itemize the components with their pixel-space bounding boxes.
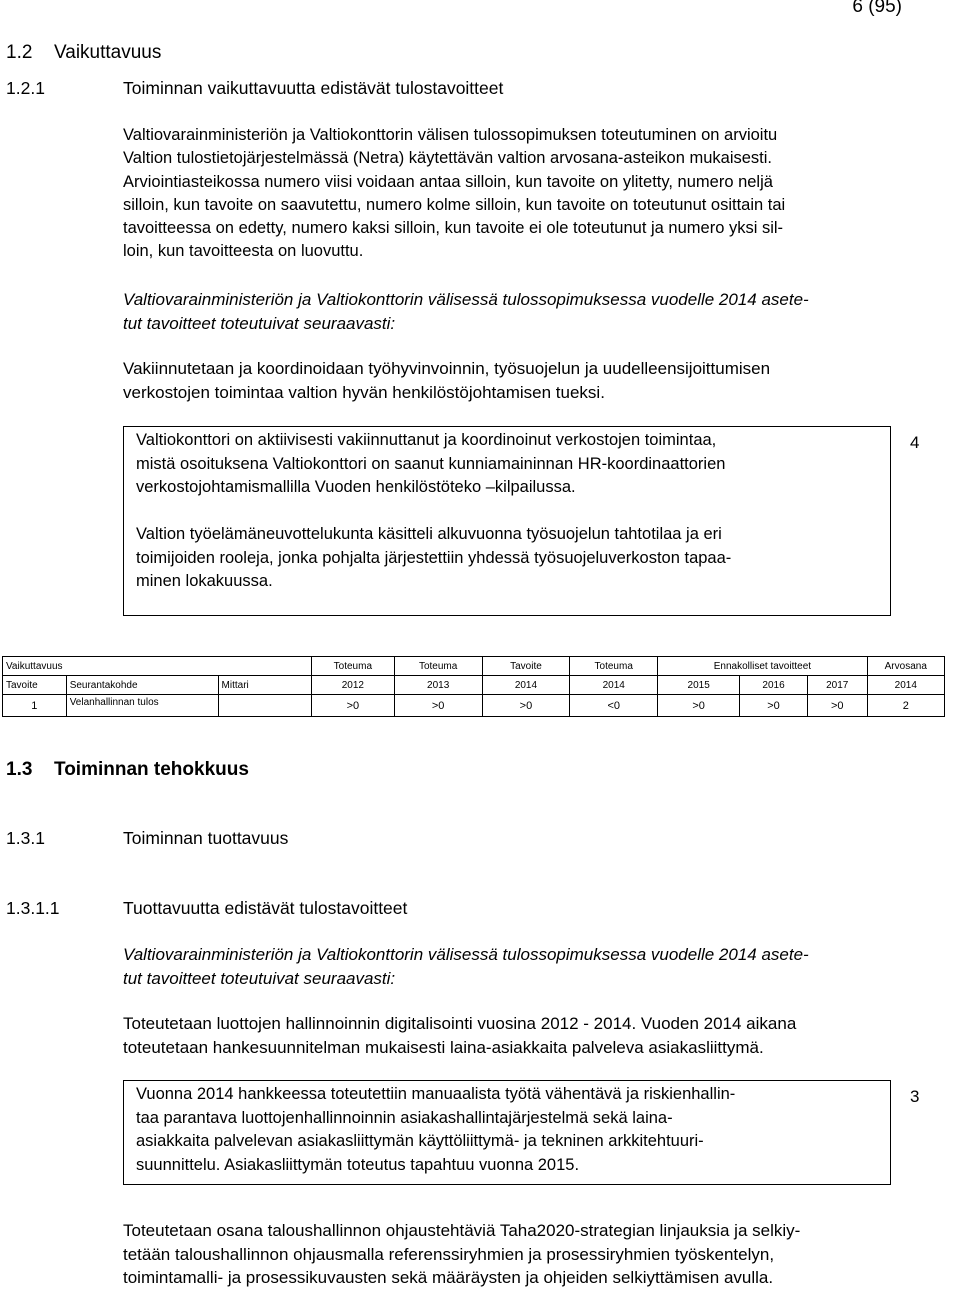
text-line: minen lokakuussa.	[136, 572, 273, 590]
text-line: silloin, kun tavoite on saavutettu, numero kolme silloin, kun tavoite on toteutunut osittain tai	[123, 195, 786, 214]
table-header-cell: 2012	[312, 676, 395, 695]
table-cell: >0	[658, 695, 740, 717]
text-line: tut tavoitteet toteutuivat seuraavasti:	[123, 313, 396, 333]
table-header-cell: 2017	[807, 676, 867, 695]
table-header-cell: Ennakolliset tavoitteet	[658, 657, 867, 676]
table-header-cell: Toteuma	[394, 657, 482, 676]
table-header-cell: Toteuma	[570, 657, 658, 676]
table-header-cell: 2013	[394, 676, 482, 695]
text-line: verkostojen toimintaa valtion hyvän henkilöstöjohtamisen tueksi.	[123, 382, 605, 402]
text-line: suunnittelu. Asiakasliittymän toteutus tapahtuu vuonna 2015.	[136, 1155, 580, 1174]
box-1-paragraph-2	[136, 523, 731, 594]
section-number: 1.2	[6, 42, 33, 63]
table-header-cell: Mittari	[218, 676, 312, 695]
text-line: tut tavoitteet toteutuivat seuraavasti:	[123, 968, 396, 988]
table-header-cell: Arvosana	[867, 657, 944, 676]
table-header-cell: 2015	[658, 676, 740, 695]
intro-paragraph	[123, 124, 943, 264]
text-line: Vuonna 2014 hankkeessa toteutettiin manuaalista työtä vähentävä ja riskienhallin-	[136, 1085, 736, 1103]
score-box-2: 3	[910, 1087, 920, 1106]
table-header-cell: 2014	[867, 676, 944, 695]
section-heading-1-3	[6, 759, 249, 781]
text-line: mistä osoituksena Valtiokonttori on saanut kunniamaininnan HR-koordinaattorien	[136, 454, 726, 473]
text-line: toimintamalli- ja prosessikuvausten sekä määräysten ja ohjeiden selkiyttämisen avulla.	[123, 1268, 774, 1287]
section-title: Toiminnan tehokkuus	[54, 759, 249, 780]
section-number: 1.3	[6, 759, 33, 780]
text-line: Valtiovarainministeriön ja Valtiokonttorin välisessä tulossopimuksessa vuodelle 2014 asete-	[123, 290, 809, 309]
table-header-row-2	[3, 676, 945, 695]
text-line: Valtiovarainministeriön ja Valtiokonttorin välisen tulossopimuksen toteutuminen on arvioitu	[123, 126, 778, 144]
table-cell: >0	[807, 695, 867, 717]
table-cell: >0	[394, 695, 482, 717]
text-line: loin, kun tavoitteesta on luovuttu.	[123, 242, 364, 261]
subsection-number-1-2-1: 1.2.1	[6, 78, 45, 98]
text-line: tetään taloushallinnon ohjausmalla referenssiryhmien ja prosessiryhmien työskentelyn,	[123, 1244, 775, 1264]
italic-intro-1	[123, 288, 943, 335]
table-cell: >0	[740, 695, 808, 717]
table-cell: Velanhallinnan tulos	[66, 695, 218, 717]
goal-1-text	[123, 357, 943, 404]
table-header-cell: Toteuma	[312, 657, 395, 676]
text-line: Valtion tulostietojärjestelmässä (Netra) käytettävän valtion arvosana-asteikon mukaisesti.	[123, 149, 772, 168]
score-box-1: 4	[910, 433, 920, 452]
table-cell: >0	[312, 695, 395, 717]
subsection-title-1-3-1-1: Tuottavuutta edistävät tulostavoitteet	[123, 898, 408, 918]
section-title: Vaikuttavuus	[54, 42, 162, 63]
page-number: 6 (95)	[852, 0, 902, 17]
table-header-cell: 2016	[740, 676, 808, 695]
text-line: Toteutetaan osana taloushallinnon ohjaustehtäviä Taha2020-strategian linjauksia ja selkiy-	[123, 1221, 801, 1240]
text-line: Toteutetaan luottojen hallinnoinnin digitalisointi vuosina 2012 - 2014. Vuoden 2014 aikana	[123, 1014, 797, 1033]
text-line: taa parantava luottojenhallinnoinnin asiakashallintajärjestelmä sekä laina-	[136, 1108, 673, 1127]
italic-intro-2	[123, 943, 943, 990]
table-header-cell: Vaikuttavuus	[3, 657, 312, 676]
table-header-cell: Tavoite	[3, 676, 67, 695]
table-header-cell: 2014	[570, 676, 658, 695]
box-1-paragraph-1	[136, 429, 725, 500]
text-line: Arviointiasteikossa numero viisi voidaan antaa silloin, kun tavoite on ylitetty, numero neljä	[123, 172, 773, 191]
goal-3-text	[123, 1219, 943, 1290]
table-cell: >0	[482, 695, 570, 717]
text-line: verkostojohtamismallilla Vuoden henkilöstöteko –kilpailussa.	[136, 478, 576, 496]
text-line: Valtiokonttori on aktiivisesti vakiinnuttanut ja koordinoinut verkostojen toimintaa,	[136, 431, 717, 449]
table-row	[3, 695, 945, 717]
table-cell: 1	[3, 695, 67, 717]
table-header-cell: 2014	[482, 676, 570, 695]
table-cell: <0	[570, 695, 658, 717]
text-line: tavoitteessa on edetty, numero kaksi silloin, kun tavoite ei ole toteutunut ja numero yksi sil-	[123, 219, 784, 238]
kpi-table	[2, 656, 945, 717]
subsection-title-1-3-1: Toiminnan tuottavuus	[123, 828, 289, 848]
text-line: asiakkaita palvelevan asiakasliittymän käyttöliittymä- ja tekninen arkkitehtuuri-	[136, 1132, 704, 1150]
text-line: Valtiovarainministeriön ja Valtiokonttorin välisessä tulossopimuksessa vuodelle 2014 asete-	[123, 945, 809, 964]
text-line: toimijoiden rooleja, jonka pohjalta järjestettiin yhdessä työsuojeluverkoston tapaa-	[136, 548, 732, 567]
table-cell: 2	[867, 695, 944, 717]
box-2-paragraph	[136, 1083, 735, 1177]
subsection-number-1-3-1: 1.3.1	[6, 828, 45, 848]
table-cell	[218, 695, 312, 717]
subsection-title-1-2-1: Toiminnan vaikuttavuutta edistävät tulostavoitteet	[123, 78, 504, 98]
assessment-box-2	[123, 1080, 891, 1185]
text-line: Valtion työelämäneuvottelukunta käsitteli alkuvuonna työsuojelun tahtotilaa ja eri	[136, 525, 722, 543]
table-header-cell: Seurantakohde	[66, 676, 218, 695]
text-line: toteutetaan hankesuunnitelman mukaisesti laina-asiakkaita palveleva asiakasliittymä.	[123, 1037, 764, 1057]
section-heading-1-2	[6, 42, 161, 64]
text-line: Vakiinnutetaan ja koordinoidaan työhyvinvoinnin, työsuojelun ja uudelleensijoittumisen	[123, 359, 771, 378]
table-header-row-1	[3, 657, 945, 676]
table-header-cell: Tavoite	[482, 657, 570, 676]
goal-2-text	[123, 1012, 943, 1059]
subsection-number-1-3-1-1: 1.3.1.1	[6, 898, 60, 918]
assessment-box-1	[123, 426, 891, 616]
